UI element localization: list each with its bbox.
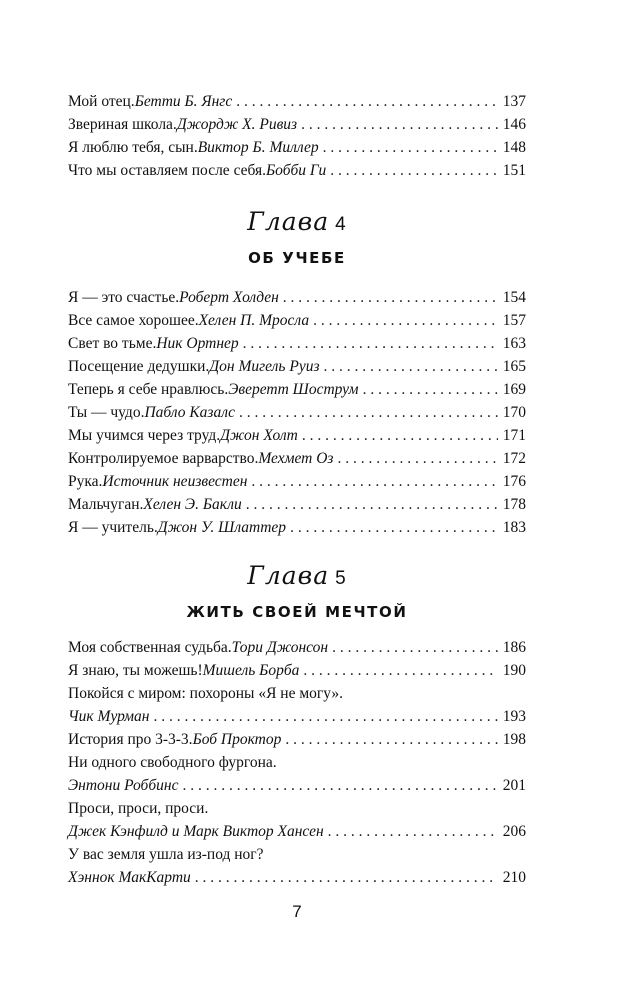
entry-page-number: 206 — [502, 823, 526, 840]
chapter-word: Глава — [247, 561, 330, 590]
entry-author: Пабло Казалс — [144, 404, 236, 421]
leader-dots — [285, 728, 498, 751]
leader-dots — [182, 774, 498, 797]
leader-dots — [236, 90, 498, 113]
entry-title: Мой отец. — [68, 93, 135, 110]
entry-title: Мальчуган. — [68, 496, 144, 513]
toc-entry[interactable] — [68, 470, 526, 493]
entry-author: Мехмет Оз — [258, 450, 334, 467]
leader-dots — [328, 820, 498, 843]
toc-entry[interactable] — [68, 424, 526, 447]
contents-page — [68, 0, 526, 1000]
toc-group-3 — [68, 636, 526, 889]
toc-entry[interactable] — [68, 636, 526, 659]
entry-author: Мишель Борба — [202, 662, 300, 679]
entry-title: Я — учитель. — [68, 519, 158, 536]
toc-entry[interactable] — [68, 751, 526, 797]
entry-author: Бетти Б. Янгс — [134, 93, 233, 110]
entry-page-number: 190 — [502, 662, 526, 679]
entry-title: Я люблю тебя, сын. — [68, 139, 198, 156]
leader-dots — [313, 309, 498, 332]
toc-entry[interactable] — [68, 728, 526, 751]
entry-title: Мы учимся через труд. — [68, 427, 221, 444]
entry-author: Хэннок МакКарти — [68, 869, 191, 886]
entry-title: Контролируемое варварство. — [68, 450, 259, 467]
entry-author: Тори Джонсон — [231, 639, 329, 656]
toc-entry[interactable] — [68, 286, 526, 309]
entry-author: Роберт Холден — [179, 289, 279, 306]
entry-title: История про 3-3-3. — [68, 731, 193, 748]
leader-dots — [323, 136, 498, 159]
leader-dots — [301, 113, 498, 136]
entry-page-number: 176 — [502, 473, 526, 490]
leader-dots — [290, 516, 498, 539]
leader-dots — [332, 636, 498, 659]
leader-dots — [330, 159, 498, 182]
entry-title: Что мы оставляем после себя. — [68, 162, 267, 179]
entry-title: Проси, проси, проси. — [68, 800, 209, 817]
entry-page-number: 157 — [502, 312, 526, 329]
chapter-label — [68, 561, 526, 594]
entry-author: Чик Мурман — [68, 708, 150, 725]
entry-page-number: 172 — [502, 450, 526, 467]
entry-author: Хелен П. Мросла — [198, 312, 310, 329]
toc-entry[interactable] — [68, 843, 526, 889]
chapter-4-heading — [68, 207, 526, 268]
page-number: 7 — [292, 902, 302, 921]
toc-entry[interactable] — [68, 493, 526, 516]
toc-entry[interactable] — [68, 136, 526, 159]
entry-page-number: 171 — [502, 427, 526, 444]
entry-title: Я знаю, ты можешь! — [68, 662, 203, 679]
entry-page-number: 163 — [502, 335, 526, 352]
entry-page-number: 146 — [502, 116, 526, 133]
chapter-word: Глава — [247, 207, 330, 236]
entry-title: Ты — чудо. — [68, 404, 145, 421]
entry-page-number: 170 — [502, 404, 526, 421]
chapter-title: ОБ УЧЕБЕ — [248, 249, 346, 267]
entry-title: Моя собственная судьба. — [68, 639, 232, 656]
entry-author: Джордж Х. Ривиз — [176, 116, 298, 133]
toc-group-2 — [68, 286, 526, 539]
entry-page-number: 178 — [502, 496, 526, 513]
toc-entry[interactable] — [68, 355, 526, 378]
leader-dots — [251, 470, 498, 493]
leader-dots — [337, 447, 498, 470]
entry-author: Виктор Б. Миллер — [197, 139, 319, 156]
entry-page-number: 169 — [502, 381, 526, 398]
entry-title: Звериная школа. — [68, 116, 177, 133]
chapter-number: 5 — [335, 568, 347, 589]
entry-author: Дон Мигель Руиз — [209, 358, 320, 375]
entry-author: Хелен Э. Бакли — [143, 496, 242, 513]
toc-entry[interactable] — [68, 447, 526, 470]
entry-author: Бобби Ги — [266, 162, 327, 179]
toc-entry[interactable] — [68, 401, 526, 424]
leader-dots — [363, 378, 498, 401]
entry-title: Рука. — [68, 473, 103, 490]
leader-dots — [283, 286, 498, 309]
entry-title: Свет во тьме. — [68, 335, 157, 352]
entry-page-number: 186 — [502, 639, 526, 656]
toc-entry[interactable] — [68, 682, 526, 728]
chapter-title: ЖИТЬ СВОЕЙ МЕЧТОЙ — [186, 603, 408, 621]
entry-author: Джон Холт — [220, 427, 298, 444]
toc-entry[interactable] — [68, 332, 526, 355]
leader-dots — [302, 424, 498, 447]
leader-dots — [195, 866, 498, 889]
toc-entry[interactable] — [68, 378, 526, 401]
entry-title: Я — это счастье. — [68, 289, 180, 306]
chapter-5-heading — [68, 561, 526, 622]
entry-page-number: 154 — [502, 289, 526, 306]
entry-title: Покойся с миром: похороны «Я не могу». — [68, 685, 344, 702]
leader-dots — [243, 332, 498, 355]
entry-author: Боб Проктор — [192, 731, 282, 748]
leader-dots — [239, 401, 498, 424]
entry-page-number: 165 — [502, 358, 526, 375]
entry-title: Посещение дедушки. — [68, 358, 210, 375]
toc-entry[interactable] — [68, 159, 526, 182]
toc-entry[interactable] — [68, 309, 526, 332]
chapter-label — [68, 207, 526, 240]
entry-title: Теперь я себе нравлюсь. — [68, 381, 229, 398]
entry-author: Энтони Роббинс — [68, 777, 179, 794]
leader-dots — [303, 659, 498, 682]
toc-entry[interactable] — [68, 113, 526, 136]
entry-title: Ни одного свободного фургона. — [68, 754, 277, 771]
toc-entry[interactable] — [68, 659, 526, 682]
entry-author: Джон У. Шлаттер — [157, 519, 287, 536]
leader-dots — [324, 355, 499, 378]
toc-group-1 — [68, 90, 526, 182]
entry-author: Эверетт Шострум — [228, 381, 359, 398]
entry-author: Источник неизвестен — [102, 473, 248, 490]
entry-page-number: 210 — [502, 869, 526, 886]
entry-page-number: 198 — [502, 731, 526, 748]
entry-page-number: 137 — [502, 93, 526, 110]
entry-page-number: 201 — [502, 777, 526, 794]
entry-page-number: 183 — [502, 519, 526, 536]
toc-entry[interactable] — [68, 516, 526, 539]
chapter-number: 4 — [335, 214, 347, 235]
leader-dots — [246, 493, 498, 516]
toc-entry[interactable] — [68, 797, 526, 843]
entry-page-number: 151 — [502, 162, 526, 179]
entry-author: Джек Кэнфилд и Марк Виктор Хансен — [68, 823, 324, 840]
toc-entry[interactable] — [68, 90, 526, 113]
entry-title: Все самое хорошее. — [68, 312, 199, 329]
entry-title: У вас земля ушла из-под ног? — [68, 846, 264, 863]
entry-page-number: 193 — [502, 708, 526, 725]
entry-author: Ник Ортнер — [156, 335, 239, 352]
entry-page-number: 148 — [502, 139, 526, 156]
leader-dots — [153, 705, 498, 728]
